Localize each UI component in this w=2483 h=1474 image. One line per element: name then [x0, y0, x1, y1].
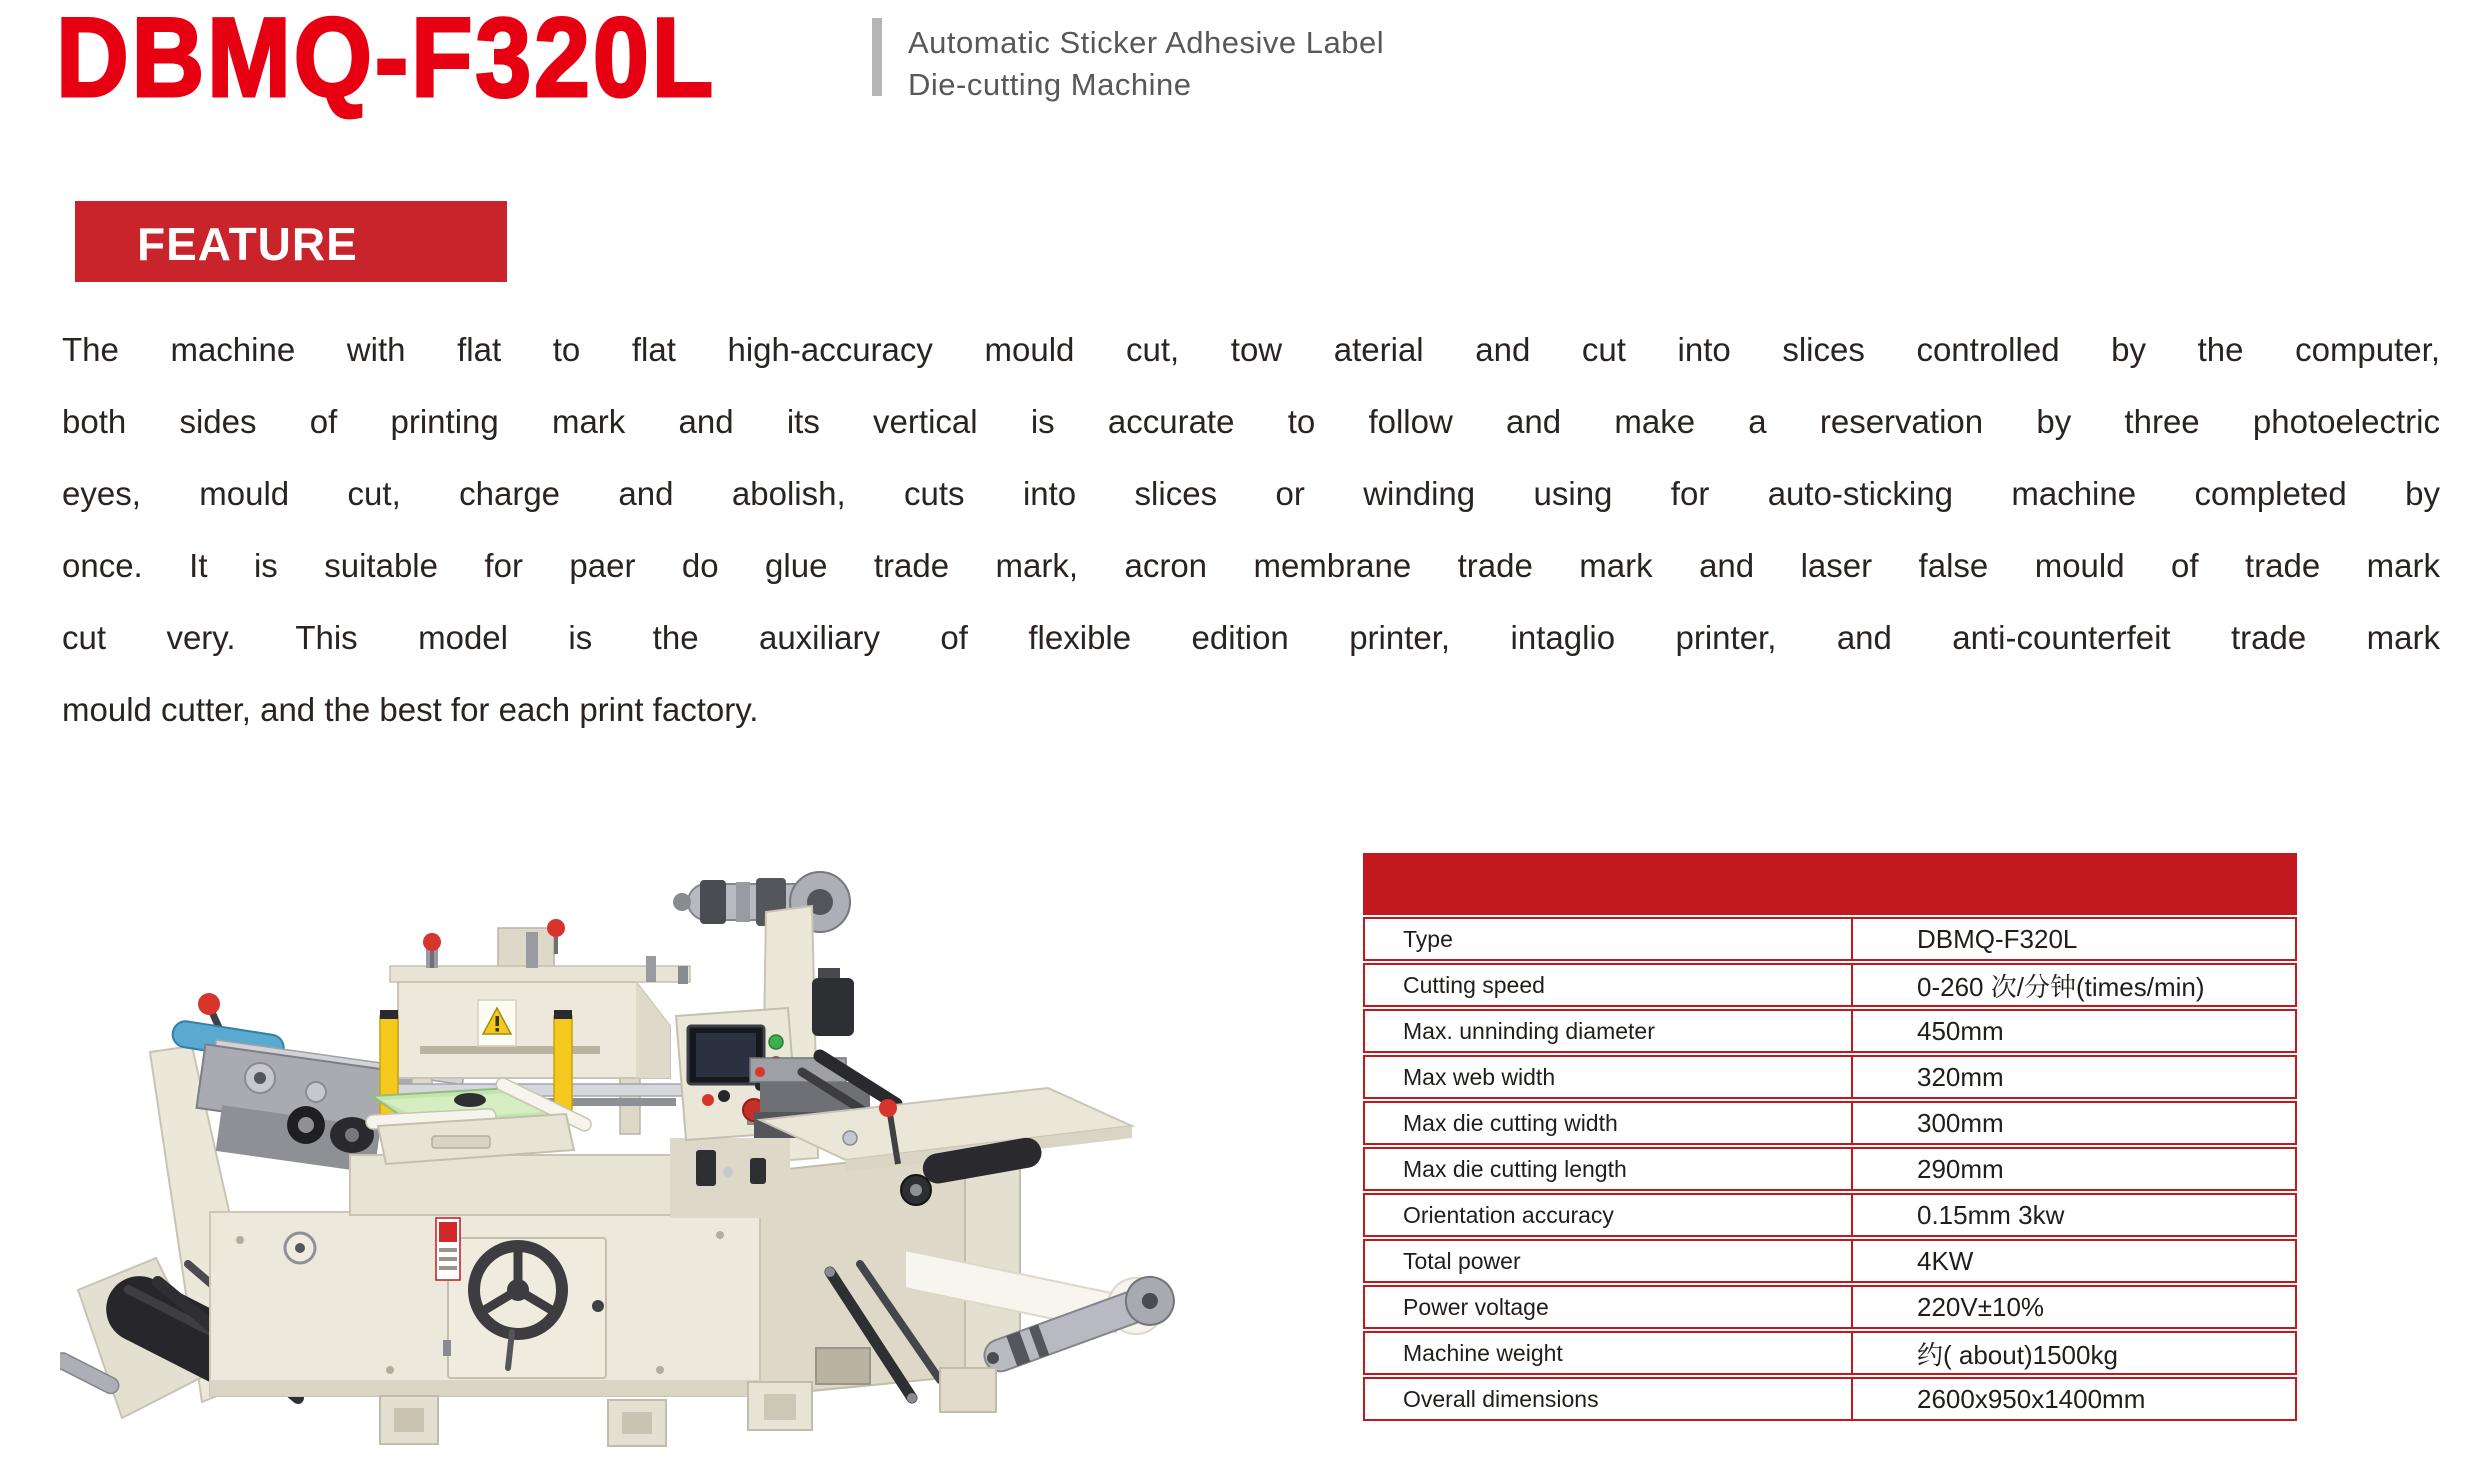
spec-value: 450mm — [1917, 1015, 2004, 1046]
page-title: DBMQ-F320L — [56, 0, 716, 120]
description-line: mould cutter, and the best for each print factory. — [62, 691, 759, 728]
description-line: once. It is suitable for paer do glue trade mark, acron membrane trade mark and laser false mould of trade mark — [62, 547, 2440, 584]
subtitle-line-2: Die-cutting Machine — [908, 67, 1192, 102]
spec-row — [1363, 1147, 2297, 1191]
spec-value: DBMQ-F320L — [1917, 923, 2078, 954]
spec-row — [1363, 1377, 2297, 1421]
product-subtitle — [908, 22, 1384, 106]
feature-banner — [75, 201, 507, 282]
spec-row — [1363, 1239, 2297, 1283]
machine-photo — [60, 820, 1315, 1470]
machine-foot — [940, 1368, 996, 1412]
spec-row — [1363, 1055, 2297, 1099]
spec-value: 0.15mm 3kw — [1917, 1199, 2065, 1230]
spec-row — [1363, 1331, 2297, 1375]
spec-label: Power voltage — [1365, 1287, 1853, 1327]
red-knob — [547, 919, 565, 937]
spec-label: Orientation accuracy — [1365, 1195, 1853, 1235]
machine-body — [210, 1142, 1020, 1446]
spec-row — [1363, 1009, 2297, 1053]
description-line: eyes, mould cut, charge and abolish, cuts into slices or winding using for auto-sticking machine completed by — [62, 475, 2440, 512]
title-divider — [872, 18, 882, 96]
warning-label — [478, 1000, 516, 1046]
spec-value: 290mm — [1917, 1153, 2004, 1184]
spec-row — [1363, 1101, 2297, 1145]
spec-label: Max. unninding diameter — [1365, 1011, 1853, 1051]
spec-row — [1363, 963, 2297, 1007]
spec-value: 320mm — [1917, 1061, 2004, 1092]
red-knob — [423, 933, 441, 951]
feature-description — [62, 314, 2440, 746]
red-lever-knob — [879, 1099, 897, 1117]
description-line: The machine with flat to flat high-accuracy mould cut, tow aterial and cut into slices controlled by the computer, — [62, 331, 2440, 368]
spec-table-header-bar — [1363, 853, 2297, 915]
spec-value: 0-260 次/分钟(times/min) — [1917, 971, 2205, 1002]
spec-row — [1363, 1285, 2297, 1329]
red-lever-knob — [198, 993, 220, 1015]
spec-row — [1363, 1193, 2297, 1237]
spec-label: Max web width — [1365, 1057, 1853, 1097]
spec-label: Max die cutting width — [1365, 1103, 1853, 1143]
spec-label: Machine weight — [1365, 1333, 1853, 1373]
spec-label: Total power — [1365, 1241, 1853, 1281]
spec-value: 220V±10% — [1917, 1291, 2045, 1322]
warning-sticker — [436, 1218, 460, 1280]
safety-bar — [554, 1016, 572, 1116]
spec-label: Max die cutting length — [1365, 1149, 1853, 1189]
spec-value: 4KW — [1917, 1245, 1974, 1276]
spec-label: Type — [1365, 919, 1853, 959]
green-button — [769, 1035, 783, 1049]
spec-value: 2600x950x1400mm — [1917, 1383, 2146, 1414]
feature-heading: FEATURE — [137, 218, 358, 270]
description-line: cut very. This model is the auxiliary of flexible edition printer, intaglio printer, and anti-counterfeit trade mark — [62, 619, 2440, 656]
spec-row — [1363, 917, 2297, 961]
spec-value: 约( about)1500kg — [1917, 1339, 2118, 1370]
spec-value: 300mm — [1917, 1107, 2004, 1138]
spec-table — [1363, 853, 2297, 1421]
spec-label: Overall dimensions — [1365, 1379, 1853, 1419]
description-line: both sides of printing mark and its vertical is accurate to follow and make a reservation by three photoelectric — [62, 403, 2440, 440]
subtitle-line-1: Automatic Sticker Adhesive Label — [908, 25, 1385, 60]
spec-label: Cutting speed — [1365, 965, 1853, 1005]
